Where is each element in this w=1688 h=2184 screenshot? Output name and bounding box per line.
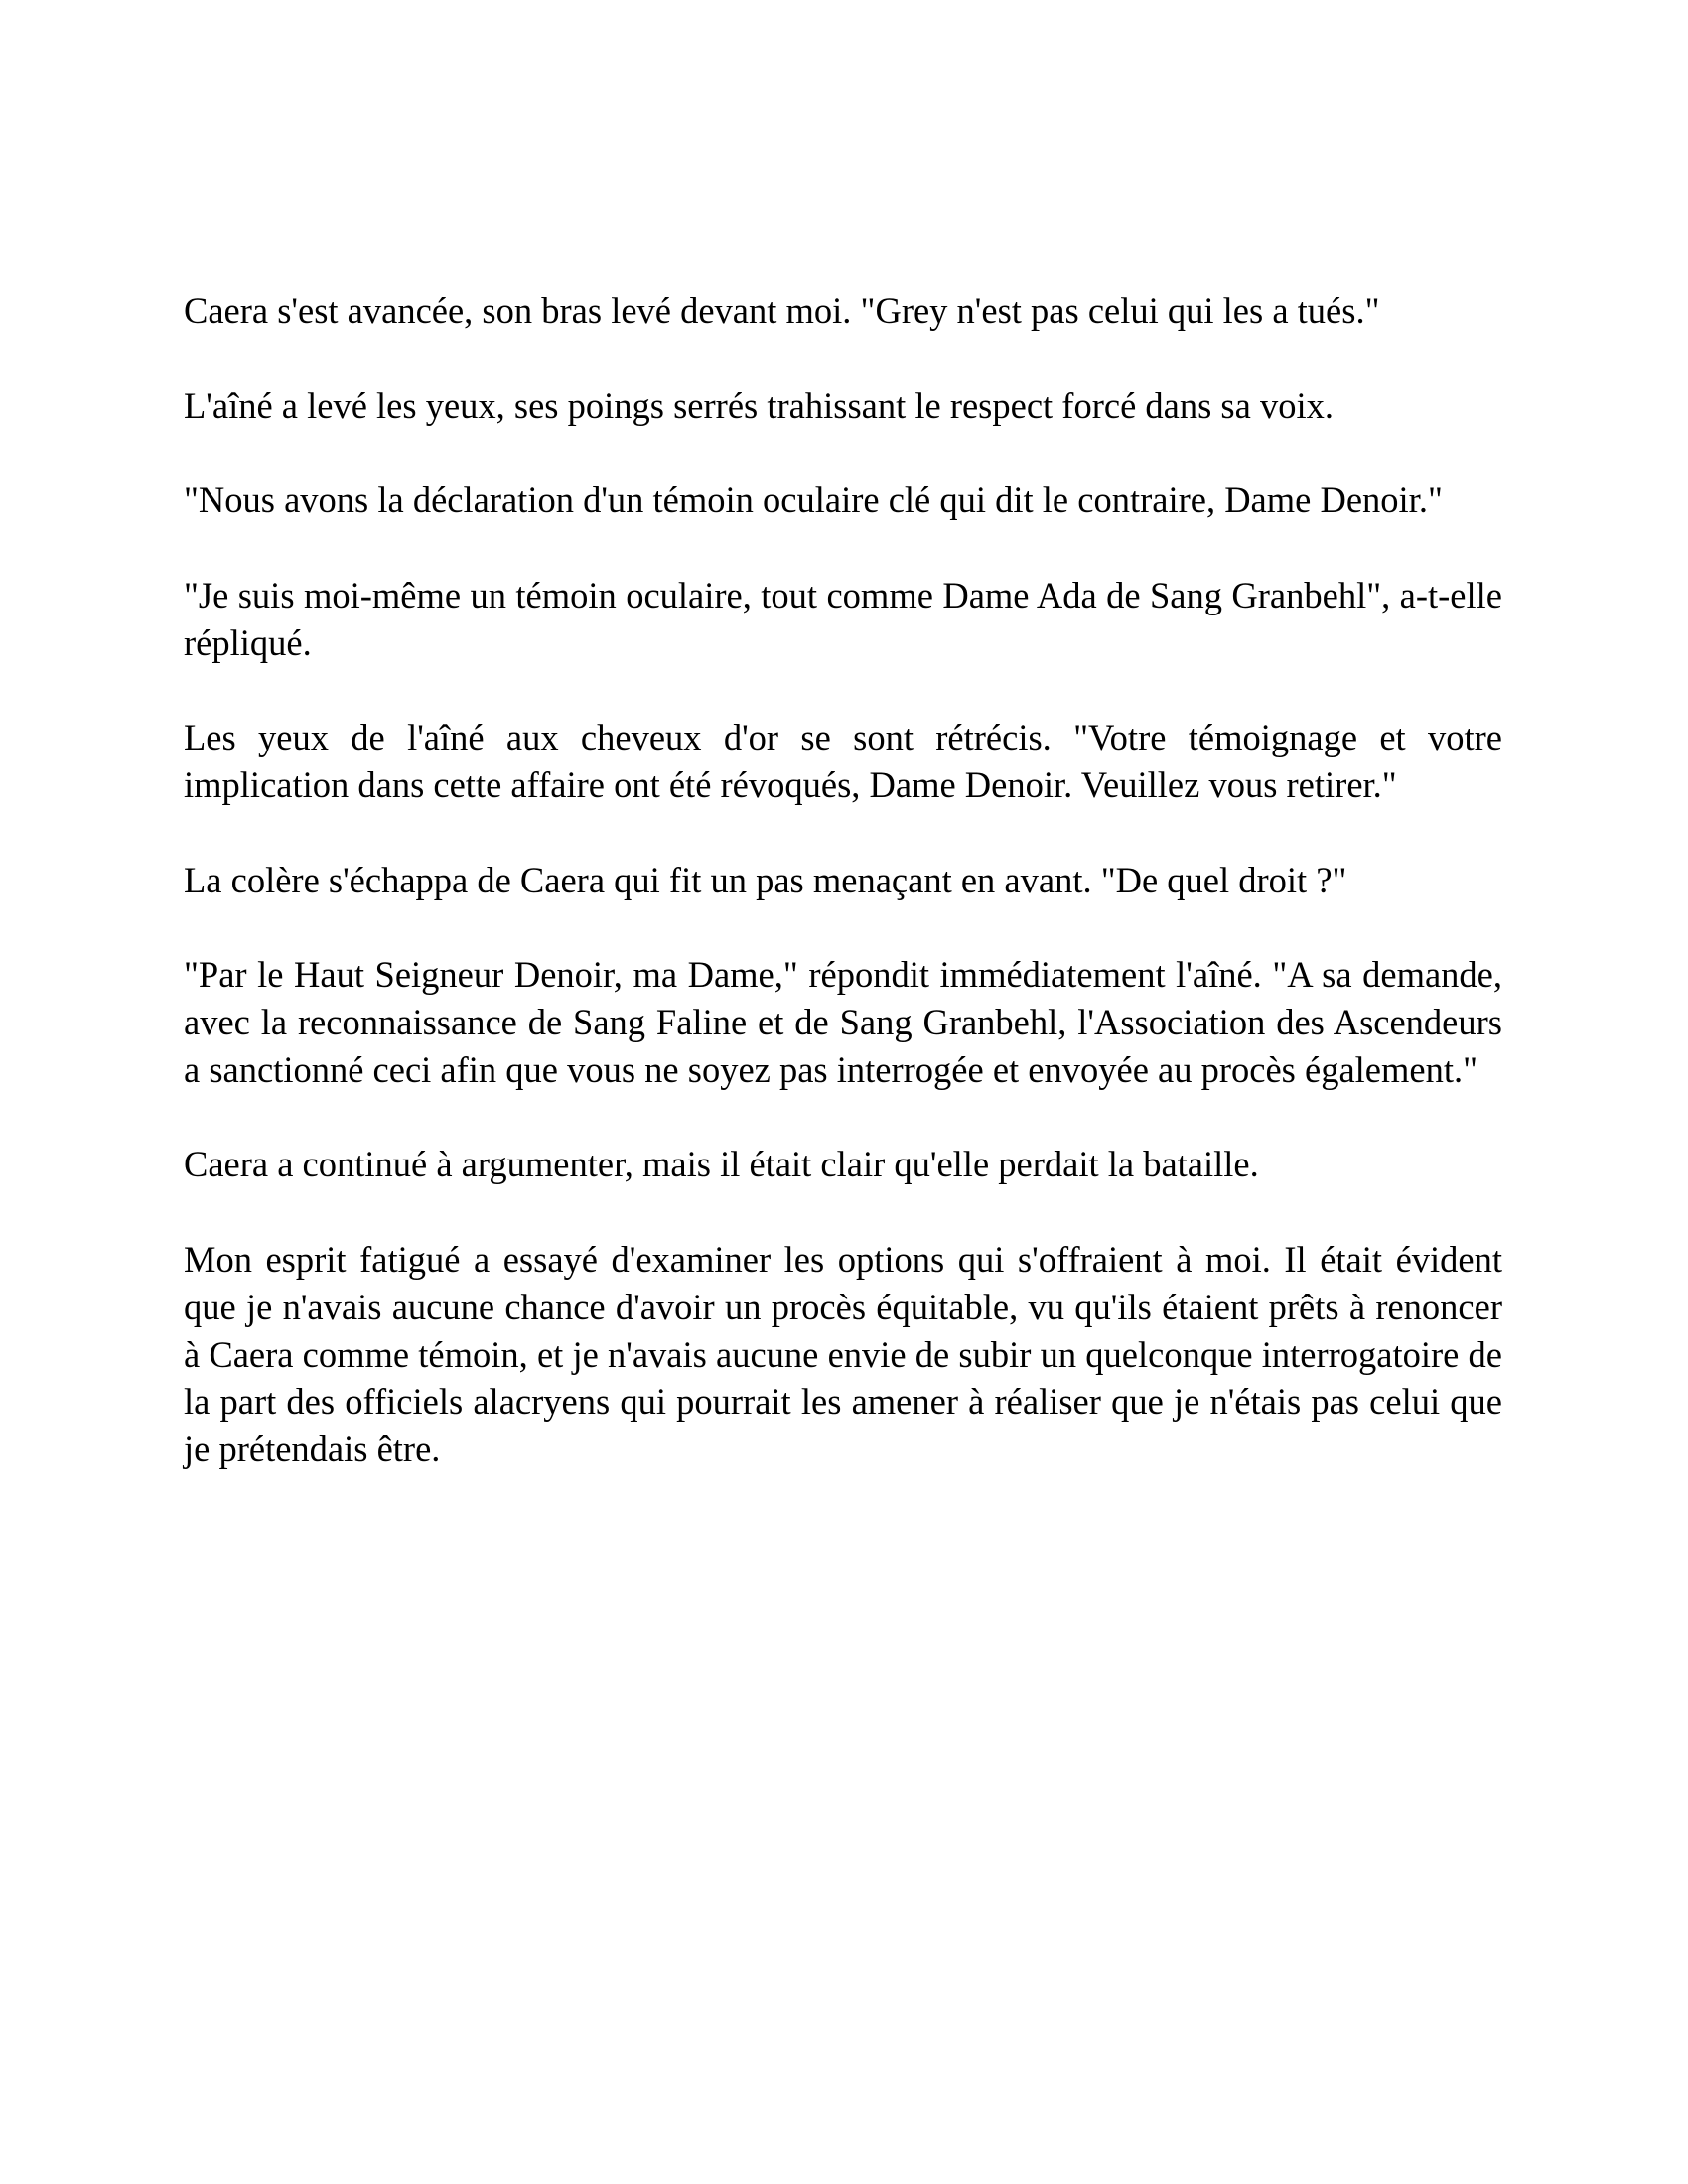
paragraph-6: La colère s'échappa de Caera qui fit un pas menaçant en avant. "De quel droit ?" <box>184 859 1347 900</box>
paragraph-9: Mon esprit fatigué a essayé d'examiner les options qui s'offraient à moi. Il était évident que je n'avais aucune chance d'avoir un procès équitable, vu qu'ils étaient prêts à renoncer à Caera comme témoin, et je n'avais aucune envie de subir un quelconque interrogatoire de la part des officiels alacryens qui pourrait les amener à réaliser que je n'étais pas celui que je prétendais être. <box>184 1238 1502 1470</box>
paragraph-5: Les yeux de l'aîné aux cheveux d'or se sont rétrécis. "Votre témoignage et votre implication dans cette affaire ont été révoqués, Dame Denoir. Veuillez vous retirer." <box>184 717 1502 805</box>
paragraph-4: "Je suis moi-même un témoin oculaire, tout comme Dame Ada de Sang Granbehl", a-t-elle répliqué. <box>184 574 1502 663</box>
paragraph-8: Caera a continué à argumenter, mais il était clair qu'elle perdait la bataille. <box>184 1144 1259 1185</box>
paragraph-2: L'aîné a levé les yeux, ses poings serrés trahissant le respect forcé dans sa voix. <box>184 384 1334 426</box>
paragraph-3: "Nous avons la déclaration d'un témoin oculaire clé qui dit le contraire, Dame Denoir." <box>184 479 1443 521</box>
paragraph-1: Caera s'est avancée, son bras levé devant moi. "Grey n'est pas celui qui les a tués." <box>184 290 1380 331</box>
document-page <box>184 287 1502 1521</box>
paragraph-7: "Par le Haut Seigneur Denoir, ma Dame," répondit immédiatement l'aîné. "A sa demande, avec la reconnaissance de Sang Faline et de Sang Granbehl, l'Association des Ascendeurs a sanctionné ceci afin que vous ne soyez pas interrogée et envoyée au procès également." <box>184 954 1502 1090</box>
